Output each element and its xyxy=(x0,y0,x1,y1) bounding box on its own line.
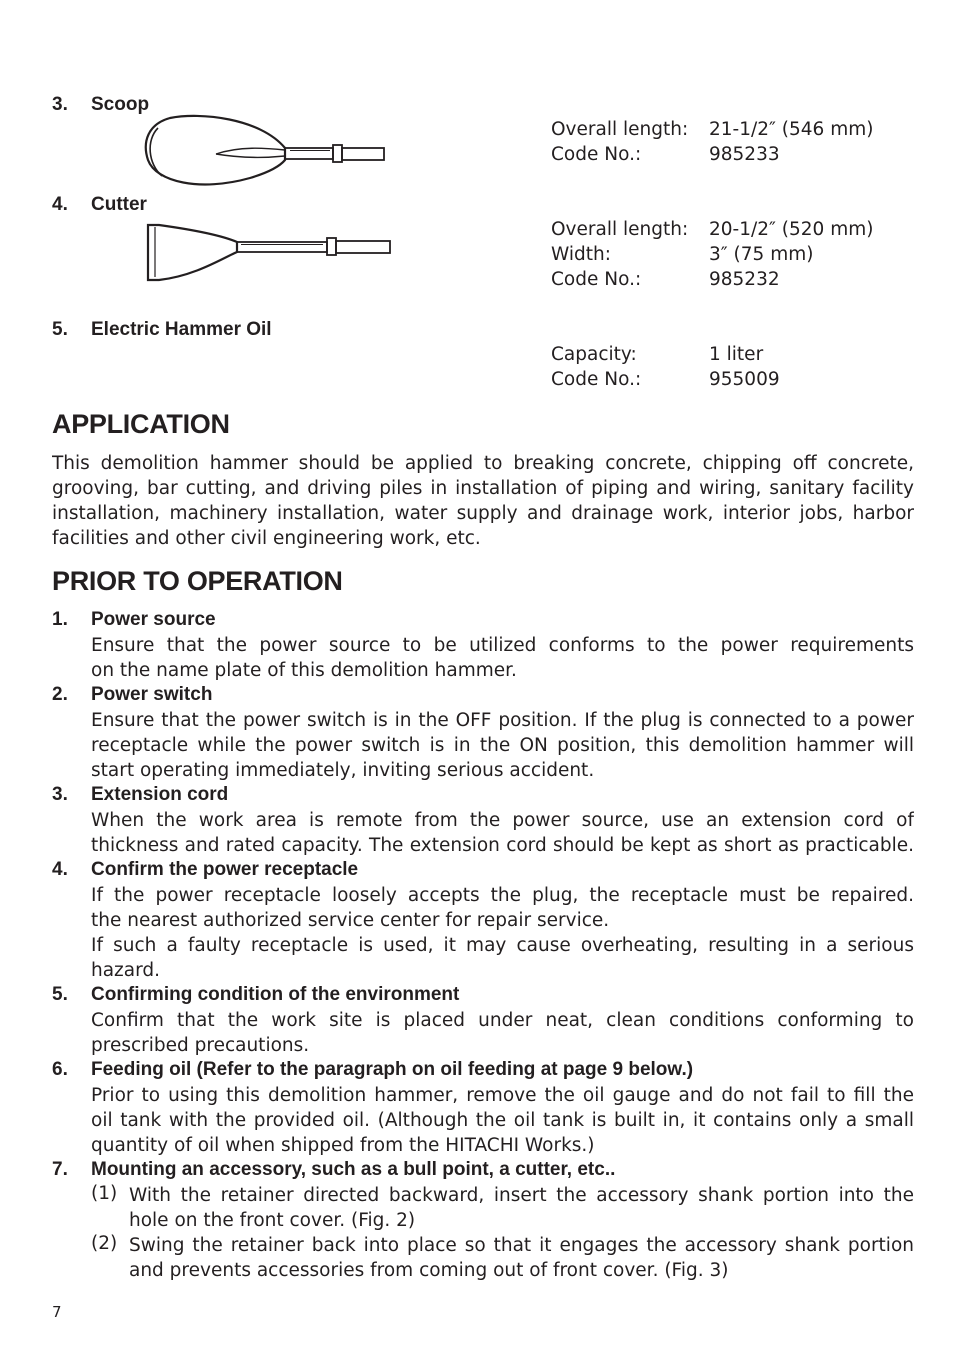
text-line: facilities and other civil engineering work, etc. xyxy=(52,528,481,549)
spec-label: Code No.: xyxy=(551,269,642,290)
item-number: 4. xyxy=(52,859,68,880)
item-number: 5. xyxy=(52,984,68,1005)
item-heading: Power source xyxy=(91,609,216,630)
item-heading: Power switch xyxy=(91,684,213,705)
spec-value: 955009 xyxy=(709,369,780,390)
text-line: hazard. xyxy=(91,960,161,981)
item-number: 4. xyxy=(52,194,68,215)
text-line: on the name plate of this demolition hammer. xyxy=(91,660,517,681)
spec-value: 20-1/2″ (520 mm) xyxy=(709,219,874,240)
prior-title: PRIOR TO OPERATION xyxy=(52,566,343,596)
text-line: thickness and rated capacity. The extension cord should be kept as short as practicable. xyxy=(91,835,914,856)
text-line: Swing the retainer back into place so that it engages the accessory shank portion xyxy=(129,1235,914,1256)
spec-label: Overall length: xyxy=(551,219,689,240)
text-line: Ensure that the power switch is in the OFF position. If the plug is connected to a power xyxy=(91,710,914,731)
spec-value: 985232 xyxy=(709,269,780,290)
text-line: When the work area is remote from the power source, use an extension cord of xyxy=(91,810,914,831)
cutter-illustration xyxy=(145,222,405,284)
item-heading: Confirming condition of the environment xyxy=(91,984,460,1005)
item-number: 7. xyxy=(52,1159,68,1180)
application-title: APPLICATION xyxy=(52,409,230,439)
item-heading: Cutter xyxy=(91,194,147,215)
text-line: prescribed precautions. xyxy=(91,1035,310,1056)
application-paragraph xyxy=(52,451,914,551)
text-line: If such a faulty receptacle is used, it may cause overheating, resulting in a serious xyxy=(91,935,914,956)
text-line: This demolition hammer should be applied to breaking concrete, chipping off concrete, xyxy=(52,453,914,474)
item-number: 3. xyxy=(52,784,68,805)
spec-value: 21-1/2″ (546 mm) xyxy=(709,119,874,140)
spec-value: 3″ (75 mm) xyxy=(709,244,814,265)
item-number: 5. xyxy=(52,319,68,340)
item-number: 2. xyxy=(52,684,68,705)
text-line: start operating immediately, inviting serious accident. xyxy=(91,760,595,781)
text-line: hole on the front cover. (Fig. 2) xyxy=(129,1210,416,1231)
scoop-illustration xyxy=(140,112,400,196)
spec-value: 985233 xyxy=(709,144,780,165)
text-line: With the retainer directed backward, insert the accessory shank portion into the xyxy=(129,1185,914,1206)
subitem-number: (2) xyxy=(91,1233,118,1254)
spec-value: 1 liter xyxy=(709,344,764,365)
text-line: the nearest authorized service center for repair service. xyxy=(91,910,610,931)
spec-label: Code No.: xyxy=(551,144,642,165)
spec-label: Code No.: xyxy=(551,369,642,390)
text-line: Ensure that the power source to be utilized conforms to the power requirements xyxy=(91,635,914,656)
spec-label: Width: xyxy=(551,244,611,265)
text-line: grooving, bar cutting, and driving piles in installation of piping and wiring, sanitary facility xyxy=(52,478,914,499)
item-number: 6. xyxy=(52,1059,68,1080)
item-number: 1. xyxy=(52,609,68,630)
item-heading: Extension cord xyxy=(91,784,229,805)
text-line: and prevents accessories from coming out of front cover. (Fig. 3) xyxy=(129,1260,729,1281)
item-heading: Electric Hammer Oil xyxy=(91,319,272,340)
text-line: receptacle while the power switch is in the ON position, this demolition hammer will xyxy=(91,735,914,756)
item-heading: Confirm the power receptacle xyxy=(91,859,359,880)
text-line: Prior to using this demolition hammer, remove the oil gauge and do not fail to fill the xyxy=(91,1085,914,1106)
spec-label: Capacity: xyxy=(551,344,637,365)
text-line: Confirm that the work site is placed under neat, clean conditions conforming to xyxy=(91,1010,914,1031)
item-number: 3. xyxy=(52,94,68,115)
text-line: If the power receptacle loosely accepts the plug, the receptacle must be repaired. xyxy=(91,885,914,906)
item-heading: Feeding oil (Refer to the paragraph on oil feeding at page 9 below.) xyxy=(91,1059,694,1080)
text-line: installation, machinery installation, water supply and drainage work, interior jobs, harbor xyxy=(52,503,914,524)
spec-label: Overall length: xyxy=(551,119,689,140)
subitem-number: (1) xyxy=(91,1183,118,1204)
item-heading: Scoop xyxy=(91,94,150,115)
text-line: quantity of oil when shipped from the HITACHI Works.) xyxy=(91,1135,595,1156)
page-number: 7 xyxy=(52,1303,62,1321)
text-line: oil tank with the provided oil. (Although the oil tank is built in, it contains only a small xyxy=(91,1110,914,1131)
item-heading: Mounting an accessory, such as a bull point, a cutter, etc.. xyxy=(91,1159,616,1180)
